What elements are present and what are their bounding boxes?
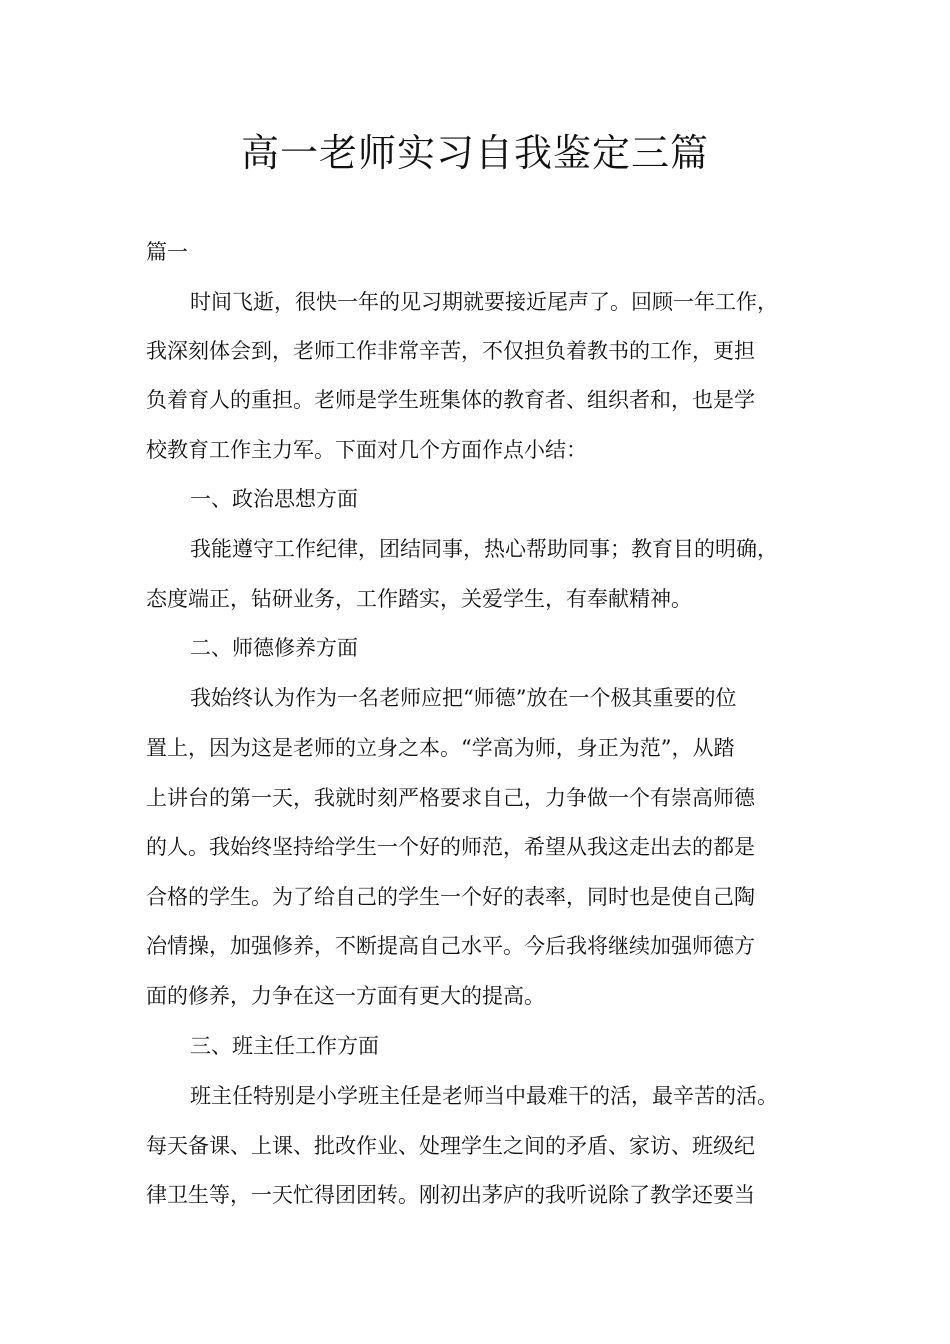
paragraph-line: 每天备课、上课、批改作业、处理学生之间的矛盾、家访、班级纪 <box>146 1134 755 1158</box>
paragraph-line: 合格的学生。为了给自己的学生一个好的表率，同时也是使自己陶 <box>146 885 755 909</box>
section-heading: 二、师德修养方面 <box>190 636 358 660</box>
section-label: 篇一 <box>146 240 188 264</box>
paragraph-line: 冶情操，加强修养，不断提高自己水平。今后我将继续加强师德方 <box>146 934 755 958</box>
paragraph-line: 我始终认为作为一名老师应把“师德”放在一个极其重要的位 <box>190 686 737 710</box>
paragraph-line: 上讲台的第一天，我就时刻严格要求自己，力争做一个有崇高师德 <box>146 786 755 810</box>
paragraph-line: 置上，因为这是老师的立身之本。“学高为师，身正为范”，从踏 <box>146 736 735 760</box>
paragraph-line: 负着育人的重担。老师是学生班集体的教育者、组织者和，也是学 <box>146 388 755 412</box>
paragraph-line: 律卫生等，一天忙得团团转。刚初出茅庐的我听说除了教学还要当 <box>146 1183 755 1207</box>
paragraph-line: 的人。我始终坚持给学生一个好的师范，希望从我这走出去的都是 <box>146 835 755 859</box>
paragraph-line: 面的修养，力争在这一方面有更大的提高。 <box>146 984 545 1008</box>
document-title: 高一老师实习自我鉴定三篇 <box>240 131 709 175</box>
section-heading: 三、班主任工作方面 <box>190 1034 379 1058</box>
paragraph-line: 班主任特别是小学班主任是老师当中最难干的活，最辛苦的活。 <box>190 1084 778 1108</box>
paragraph-line: 校教育工作主力军。下面对几个方面作点小结： <box>146 438 587 462</box>
paragraph-line: 时间飞逝，很快一年的见习期就要接近尾声了。回顾一年工作， <box>190 290 778 314</box>
paragraph-line: 我深刻体会到，老师工作非常辛苦，不仅担负着教书的工作，更担 <box>146 339 755 363</box>
paragraph-line: 态度端正，钻研业务，工作踏实，关爱学生，有奉献精神。 <box>146 587 692 611</box>
paragraph-line: 我能遵守工作纪律，团结同事，热心帮助同事；教育目的明确， <box>190 537 778 561</box>
section-heading: 一、政治思想方面 <box>190 487 358 511</box>
